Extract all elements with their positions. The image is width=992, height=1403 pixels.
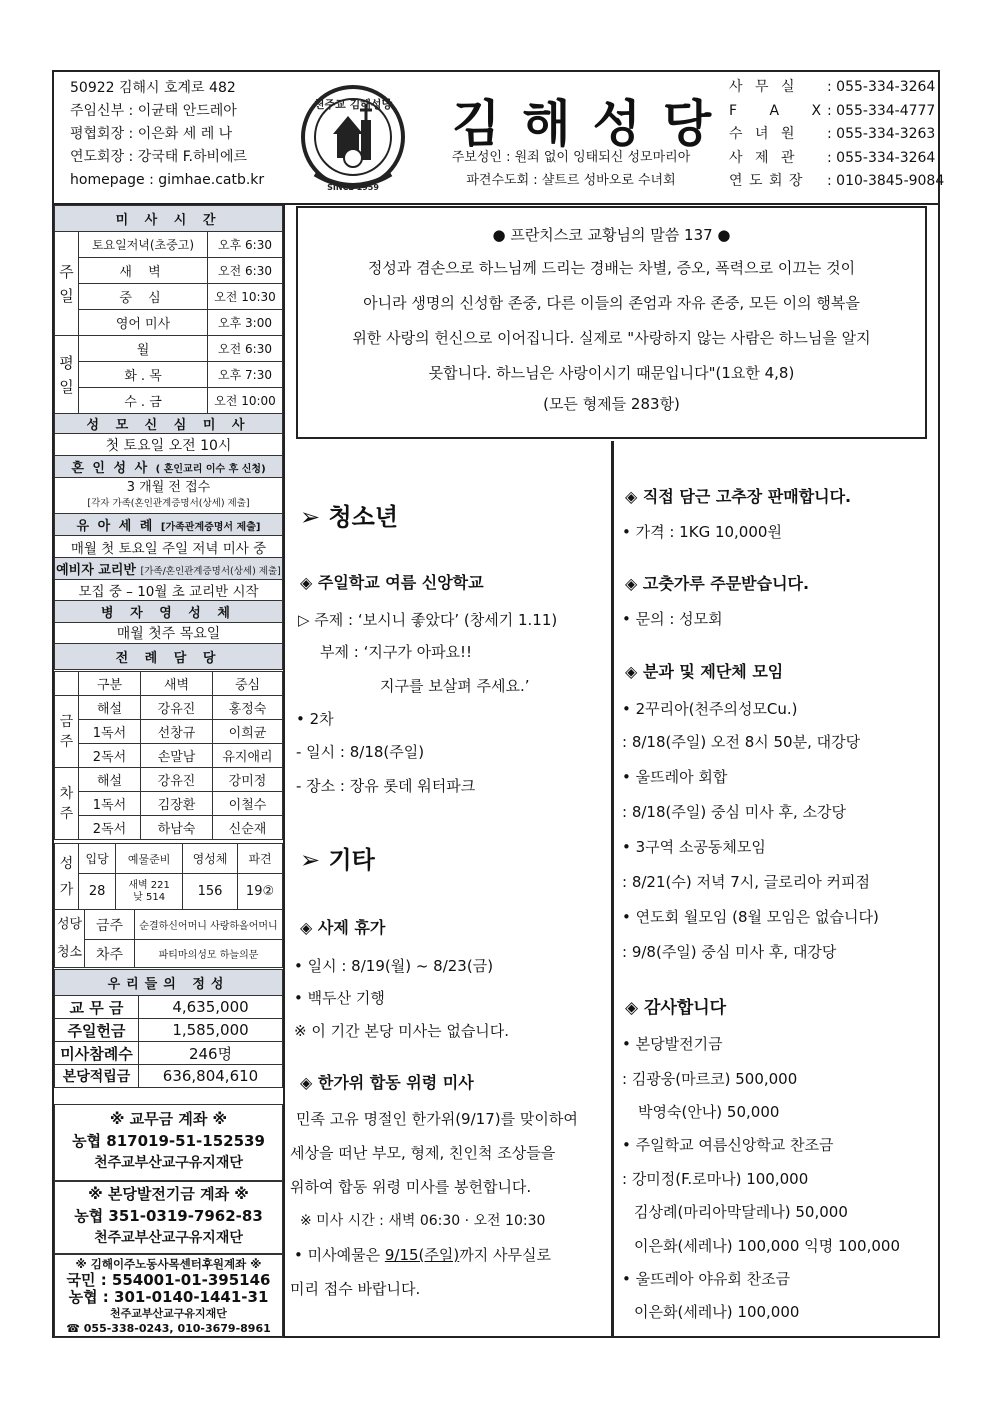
migrant-center-account: ※ 김해이주노동사목센터후원계좌 ※ 국민 : 554001-01-395146 농협 : 301-0140-1441-31 천주교부산교구유지재단 ☎ 055-338-0243, 010-3679-8961 [54, 1254, 283, 1338]
address: 50922 김해시 호계로 482 [70, 80, 236, 96]
pepper-powder-heading: ◈ 고춧가루 주문받습니다. [625, 574, 810, 593]
contact-convent: 수 녀 원 : 055-334-3263 [729, 126, 936, 142]
pope-quote-box [296, 206, 927, 439]
thanks-heading: ◈ 감사합니다 [625, 998, 727, 1018]
pastor: 주임신부 : 이균태 안드레아 [70, 103, 237, 119]
logo-text: 천주교 김해성당 [313, 98, 393, 111]
quote-body: 정성과 겸손으로 하느님께 드리는 경배는 차별, 증오, 폭력으로 이끄는 것이 아니라 생명의 신성함 존중, 다른 이들의 존엄과 자유 존중, 모든 이의 행복을 위한 사랑의 헌신으로 이어집니다. 실제로 "사랑하지 않는 사람은 하느님을 알지 못합니다. 하느님은 사랑이시기 때문입니다"(1요한 4,8) (모든 형제들 283항) [352, 259, 871, 413]
offering-table: 우리들의 정성 교 무 금 4,635,000 주일헌금 1,585,000 미사참례수 246명 본당적립금 636,804,610 [54, 969, 283, 1088]
liturgy-title: 전 례 담 당 [55, 644, 283, 670]
liturgy-table: 구분 새벽 중심 금주 해설 강유진 홍정숙 1독서 선창규 이희균 2독서 손말남 유지애리 차주 해설 강유진 강미정 1독서 김장환 이철수 2독서 하남숙 신순재 [54, 671, 283, 840]
summer-school-heading: ◈ 주일학교 여름 신앙학교 [300, 573, 484, 592]
baptism-title: 유 아 세 례 [76, 519, 155, 534]
contact-office: 사 무 실 : 055-334-3264 [729, 79, 936, 95]
chuseok-gift-line: • 미사예물은 9/15(주일)까지 사무실로 [294, 1246, 551, 1264]
chuseok-heading: ◈ 한가위 합동 위령 미사 [300, 1073, 474, 1092]
youth-heading: ➢ 청소년 [300, 503, 399, 531]
sick-communion-title: 병 자 영 성 체 [55, 601, 283, 623]
wedding-title: 혼 인 성 사 [71, 461, 150, 476]
other-heading: ➢ 기타 [300, 846, 375, 874]
mary-mass-title: 성 모 신 심 미 사 [55, 414, 283, 434]
quote-title: ● 프란치스코 교황님의 말씀 137 ● [492, 226, 731, 244]
council-president: 평협회장 : 이은화 세 레 나 [70, 126, 233, 142]
column-divider [611, 441, 614, 1338]
homepage[interactable]: homepage : gimhae.catb.kr [70, 172, 265, 188]
church-name: 김해성당 [452, 95, 734, 153]
contact-list [729, 76, 944, 194]
mass-title: 미 사 시 간 [55, 206, 283, 232]
red-pepper-paste-heading: ◈ 직접 담근 고추장 판매합니다. [625, 487, 852, 506]
convent: 파견수도회 : 샬트르 성바오로 수녀회 [466, 173, 676, 188]
weekday-label: 평일 [55, 336, 79, 414]
header-info [70, 77, 264, 192]
contact-fax: F A X : 055-334-4777 [729, 102, 936, 119]
sunday-label: 주일 [55, 232, 79, 336]
groups-heading: ◈ 분과 및 제단체 모임 [625, 662, 784, 681]
offering-title: 우리들의 정성 [55, 970, 283, 996]
sacraments: 성 모 신 심 미 사 첫 토요일 오전 10시 혼 인 성 사 ( 혼인교리 이수 후 신청) 3 개월 전 접수 [각자 가족(혼인관계증명서(상세) 제출] 유 아 세 례 [가족관계증명서 제출] 매월 첫 토요일 주일 저녁 미사 중 예비자 교리반 [가족/혼인관계증명서(상세) 제출] 모집 중 – 10월 초 교리반 시작 병 자 영 성 체 매월 첫주 목요일 전 례 담 당 [54, 413, 283, 670]
elders-president: 연도회장 : 강국태 F.하비에르 [70, 149, 248, 165]
patron-saint: 주보성인 : 원죄 없이 잉태되신 성모마리아 [451, 150, 691, 165]
vacation-heading: ◈ 사제 휴가 [300, 918, 386, 937]
catechumen-title: 예비자 교리반 [56, 563, 136, 578]
sidebar-divider [283, 203, 285, 1338]
tithe-account: ※ 교무금 계좌 ※ 농협 817019-51-152539 천주교부산교구유지재단 [54, 1104, 283, 1181]
mass-schedule: 미 사 시 간 주일 토요일저녁(초중고) 오후 6:30 새 벽 오전 6:30 중 심 오전 10:30 영어 미사 오후 3:00 평일 월 오전 6:30 화 . 목 오후 7:30 수 . 금 오전 10:00 [54, 205, 283, 414]
mary-mass-time: 첫 토요일 오전 10시 [55, 434, 283, 456]
cleaning-table: 성당청소 금주 순결하신어머니 사랑하올어머니 차주 파티마의성모 하늘의문 [54, 909, 283, 968]
development-fund-account: ※ 본당발전기금 계좌 ※ 농협 351-0319-7962-83 천주교부산교구유지재단 [54, 1181, 283, 1254]
contact-rectory: 사 제 관 : 055-334-3264 [729, 149, 936, 166]
logo-since: SINCE 1959 [327, 183, 379, 192]
contact-elders: 연 도 회 장 : 010-3845-9084 [729, 173, 945, 189]
choir-table: 성가 입당 예물준비 영성체 파견 28 새벽 221 낮 514 156 19② [54, 843, 283, 910]
church-logo [293, 82, 413, 198]
